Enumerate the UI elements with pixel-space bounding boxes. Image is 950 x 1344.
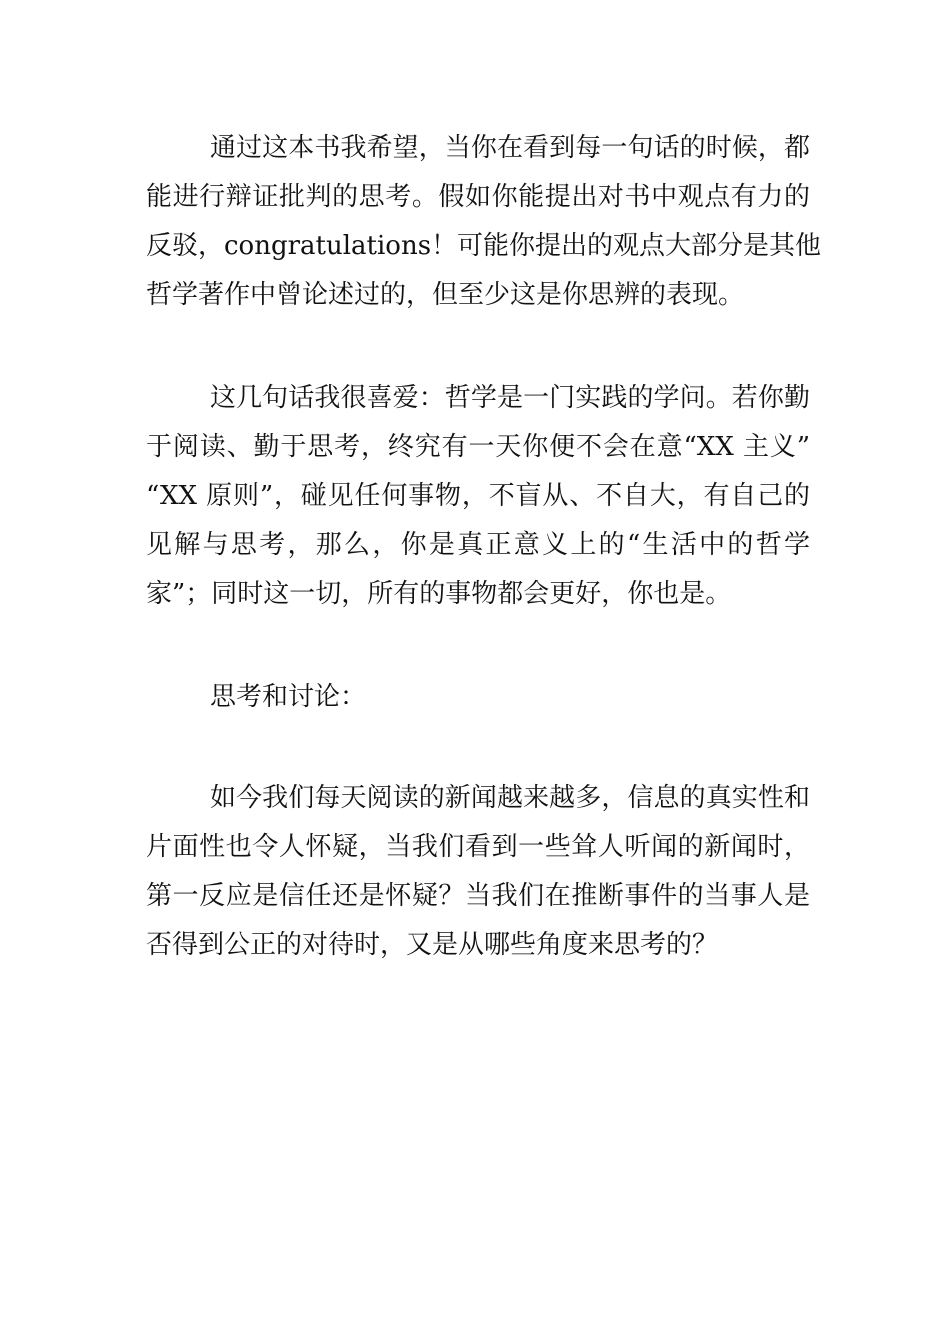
section-heading-discussion	[146, 673, 810, 722]
text-line: 片面性也令人怀疑，当我们看到一些耸人听闻的新闻时，	[146, 832, 810, 862]
paragraph-news-question	[146, 774, 810, 970]
text-line: “XX 原则”，碰见任何事物，不盲从、不自大，有自己的	[146, 481, 810, 511]
text-line: 见解与思考，那么，你是真正意义上的“生活中的哲学	[146, 530, 810, 560]
text-line: 反驳，congratulations！可能你提出的观点大部分是其他	[146, 231, 822, 261]
text-line: 能进行辩证批判的思考。假如你能提出对书中观点有力的	[146, 182, 810, 212]
text-line: 哲学著作中曾论述过的，但至少这是你思辨的表现。	[146, 280, 745, 310]
paragraph-book-hope	[146, 124, 822, 320]
text-line: 如今我们每天阅读的新闻越来越多，信息的真实性和	[210, 783, 810, 813]
text-line: 通过这本书我希望，当你在看到每一句话的时候，都	[210, 133, 810, 163]
paragraph-philosophy-practice	[146, 374, 810, 619]
text-line: 第一反应是信任还是怀疑？当我们在推断事件的当事人是	[146, 881, 810, 911]
text-line: 于阅读、勤于思考，终究有一天你便不会在意“XX 主义”	[146, 432, 810, 462]
text-line: 这几句话我很喜爱：哲学是一门实践的学问。若你勤	[210, 383, 810, 413]
heading-text: 思考和讨论：	[210, 682, 367, 712]
text-line: 否得到公正的对待时，又是从哪些角度来思考的？	[146, 930, 719, 960]
text-line: 家”；同时这一切，所有的事物都会更好，你也是。	[146, 579, 732, 609]
